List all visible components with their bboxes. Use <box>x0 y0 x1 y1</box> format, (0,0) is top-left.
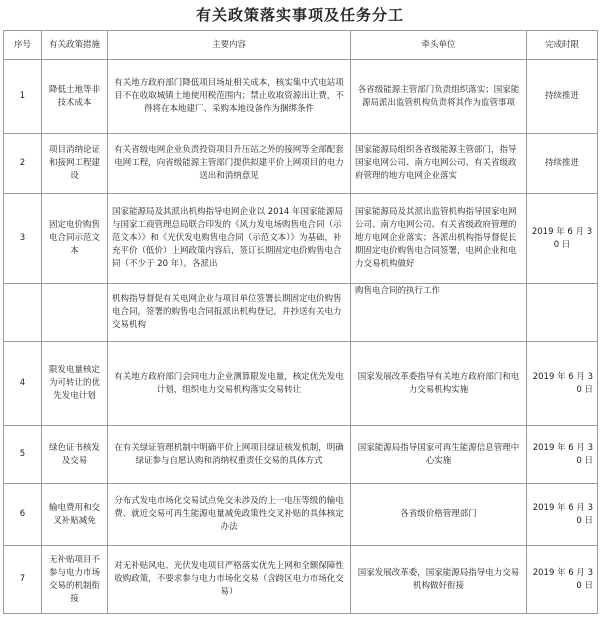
policy-task-table <box>3 30 598 614</box>
row-lead: 国家能源局组织各省级能源主管部门，指导国家电网公司、南方电网公司、有关省级政府管理的地方电网企业落实 <box>351 134 527 194</box>
row-content: 在有关绿证管理机制中明确平价上网项目绿证核发机制，明确绿证参与自愿认购和消纳权重责任交易的具体方式 <box>108 426 351 484</box>
row-lead: 国家能源局及其派出监管机构指导国家电网公司、南方电网公司、有关省级政府管理的地方电网企业落实；各派出机构指导督促长期固定电价购售电合同签署，电网企业和电力交易机构做好 <box>351 194 527 284</box>
table-row <box>4 546 598 614</box>
row-no: 2 <box>4 134 42 194</box>
header-deadline: 完成时限 <box>527 31 598 60</box>
row-measure: 输电费用和交叉补贴减免 <box>42 484 108 546</box>
table-row <box>4 342 598 426</box>
row-no <box>4 284 42 342</box>
row-content: 分布式发电市场化交易试点免交未涉及的上一电压等级的输电费、就近交易可再生能源电量减免政策性交叉补贴的具体核定办法 <box>108 484 351 546</box>
header-measure: 有关政策措施 <box>42 31 108 60</box>
row-deadline: 2019 年 6 月 30 日 <box>527 484 598 546</box>
row-lead: 各省级价格管理部门 <box>351 484 527 546</box>
row-no: 6 <box>4 484 42 546</box>
row-no: 7 <box>4 546 42 614</box>
row-measure: 固定电价购售电合同示范文本 <box>42 194 108 284</box>
row-deadline: 2019 年 6 月 30 日 <box>527 546 598 614</box>
row-content: 有关地方政府部门会同电力企业测算限发电量，核定优先发电计划，组织电力交易机构落实交易转让 <box>108 342 351 426</box>
row-measure: 限发电量核定为可转让的优先发电计划 <box>42 342 108 426</box>
table-header-row <box>4 31 598 60</box>
table-row <box>4 284 598 342</box>
row-lead: 国家发展改革委指导有关地方政府部门和电力交易机构实施 <box>351 342 527 426</box>
row-deadline <box>527 284 598 342</box>
table-row <box>4 134 598 194</box>
row-no: 1 <box>4 60 42 134</box>
table-row <box>4 194 598 284</box>
row-deadline: 2019 年 6 月 30 日 <box>527 426 598 484</box>
row-deadline: 持续推进 <box>527 60 598 134</box>
row-content: 有关省级电网企业负责投资项目升压站之外的接网等全部配套电网工程，向省级能源主管部门提供拟建平价上网项目的电力送出和消纳意见 <box>108 134 351 194</box>
row-content: 机构指导督促有关电网企业与项目单位签署长期固定电价购售电合同，签署的购售电合同报派出机构登记，并抄送有关电力交易机构 <box>108 284 351 342</box>
row-content: 对无补贴风电、光伏发电项目严格落实优先上网和全额保障性收购政策，不要求参与电力市场化交易（含跨区电力市场化交易） <box>108 546 351 614</box>
row-deadline: 持续推进 <box>527 134 598 194</box>
row-deadline: 2019 年 6 月 30 日 <box>527 194 598 284</box>
row-no: 5 <box>4 426 42 484</box>
row-lead: 购售电合同的执行工作 <box>351 284 527 342</box>
table-row <box>4 484 598 546</box>
page-title: 有关政策落实事项及任务分工 <box>195 6 404 24</box>
row-deadline: 2019 年 6 月 30 日 <box>527 342 598 426</box>
row-measure: 项目消纳论证和接网工程建设 <box>42 134 108 194</box>
header-content: 主要内容 <box>108 31 351 60</box>
row-lead: 各省级能源主管部门负责组织落实；国家能源局派出监管机构负责将其作为监管事项 <box>351 60 527 134</box>
row-content: 国家能源局及其派出机构指导电网企业以 2014 年国家能源局与国家工商管理总局联合印发的《风力发电场购售电合同（示范文本）》和《光伏发电购售电合同（示范文本）》为基础，补充平价（低价）上网政策内容后，签订长期固定电价购售电合同（不少于 20 年）。各派出 <box>108 194 351 284</box>
table-row <box>4 426 598 484</box>
header-no: 序号 <box>4 31 42 60</box>
row-lead: 国家能源局指导国家可再生能源信息管理中心实施 <box>351 426 527 484</box>
row-measure: 无补贴项目不参与电力市场交易的机制衔接 <box>42 546 108 614</box>
header-lead: 牵头单位 <box>351 31 527 60</box>
table-row <box>4 60 598 134</box>
row-measure: 绿色证书核发及交易 <box>42 426 108 484</box>
row-no: 4 <box>4 342 42 426</box>
row-measure <box>42 284 108 342</box>
row-content: 有关地方政府部门降低项目场址相关成本，核实集中式电站项目不在收取城镇土地使用税范围内；禁止收取资源出让费，不得将在本地建厂、采购本地设备作为捆绑条件 <box>108 60 351 134</box>
row-no: 3 <box>4 194 42 284</box>
row-measure: 降低土地等非技术成本 <box>42 60 108 134</box>
row-lead: 国家发展改革委，国家能源局指导电力交易机构做好衔接 <box>351 546 527 614</box>
